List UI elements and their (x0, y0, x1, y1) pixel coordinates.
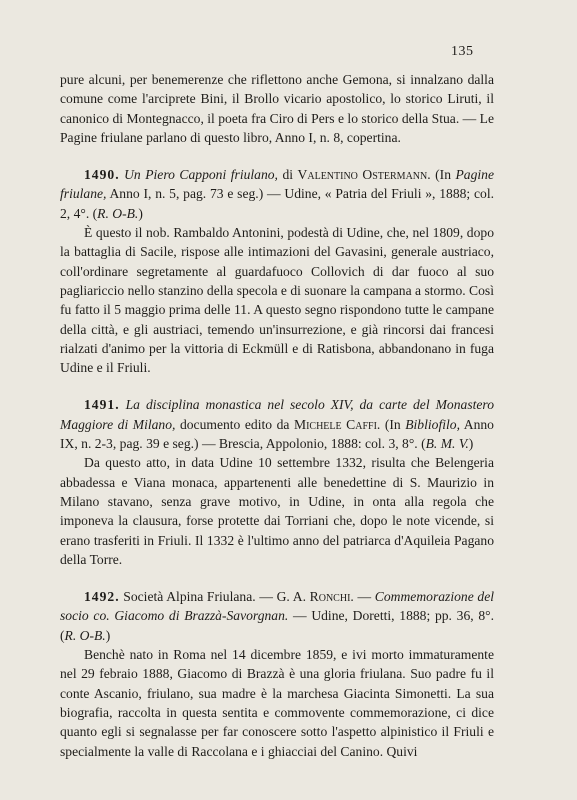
entry-header (60, 587, 494, 645)
entry-dash: — (353, 589, 375, 605)
entry-close: ) (468, 436, 474, 452)
entry-1492 (60, 587, 494, 761)
entry-header (60, 395, 494, 453)
entry-title: La disciplina monastica nel secolo XIV, da carte del Monastero Maggiore di Milano, (60, 397, 494, 432)
entry-society: Società Alpina Friulana. — (119, 589, 277, 605)
entry-number: 1491. (84, 397, 120, 413)
entry-number: 1492. (84, 589, 120, 605)
page-text (60, 70, 494, 761)
entry-journal: Bibliofilo, (405, 416, 460, 432)
entry-author: Michele Caffi. (293, 416, 381, 432)
entry-pub-rest: — Udine, Doretti, 1888; pp. 36, 8°. ( (60, 608, 494, 643)
entry-sigla: R. O-B. (97, 205, 139, 221)
entry-author: G. A. Ronchi. (276, 589, 354, 605)
entry-pub-rest: Anno I, n. 5, pag. 73 e seg.) — Udine, « Patria del Friuli », 1888; col. 2, 4°. ( (60, 186, 494, 221)
entry-author: Valentino Ostermann. (297, 167, 431, 183)
entry-by: documento edito da (175, 416, 294, 432)
page-number: 135 (451, 44, 474, 59)
entry-title: Commemorazione del socio co. Giacomo di Brazzà-Savorgnan. (60, 589, 495, 624)
entry-close: ) (138, 205, 143, 221)
entry-by: di (277, 167, 298, 183)
entry-body: Benchè nato in Roma nel 14 dicembre 1859, e ivi morto immaturamente nel 29 febraio 1888, Giacomo di Brazzà è una gloria friulana. Suo padre fu il conte Ascanio, friulano, sua madre è la marchesa Giacinta Simonetti. La sua biografia, raccolta in questa sentita e commovente commemorazione, ci dice quanto egli si segnalasse per far conoscere sotto l'aspetto alpinistico il Friuli e specialmente la valle di Raccolana e i ghiacciai del Canino. Quivi (60, 647, 494, 759)
entry-journal: Pagine friulane, (60, 167, 495, 202)
entry-pub-open: (In (430, 167, 456, 183)
intro-paragraph: pure alcuni, per benemerenze che riflettono anche Gemona, si innalzano dalla comune come l'arciprete Bini, il Brollo vicario apostolico, lo storico Liruti, il canonico di Montegnacco, il poeta fra Ciro di Pers e lo storico della Stua. — Le Pagine friulane parlano di questo libro, Anno I, n. 8, copertina. (60, 72, 494, 145)
entry-1491 (60, 395, 494, 569)
entry-body: Da questo atto, in data Udine 10 settembre 1332, risulta che Belengeria abbadessa e Viana monaca, appartenenti alle benedettine di S. Maurizio in Milano stavano, senza grave motivo, in Udine, in onta alla regola che imponeva la clausura, forse protette dai Torriani che, dopo le note vicende, si erano trasferiti in Friuli. Il 1332 è l'ultimo anno del patriarca d'Aquileia Pagano della Torre. (60, 455, 494, 567)
entry-number: 1490. (84, 167, 120, 183)
entry-title: Un Piero Capponi friulano, (124, 167, 278, 183)
entry-sigla: R. O-B. (64, 627, 106, 643)
entry-close: ) (105, 627, 111, 643)
entry-1490 (60, 165, 494, 377)
entry-pub-rest: Anno IX, n. 2-3, pag. 39 e seg.) — Brescia, Appolonio, 1888: col. 3, 8°. ( (60, 416, 494, 452)
entry-header (60, 165, 494, 223)
entry-sigla: B. M. V. (425, 436, 469, 452)
entry-body: È questo il nob. Rambaldo Antonini, podestà di Udine, che, nel 1809, dopo la battaglia di Sacile, rispose alle intimazioni del Gavasini, generale austriaco, coll'ordinare segretamente al guardafuoco Collovich di dar fuoco al suo pagliariccio nello stanzino della specola e di suonare la campana a stormo. Così fu fatto il 5 maggio prima delle 11. A questo segno rispondono tutte le campane della città, e gli austriaci, temendo un'insurrezione, e già rincorsi dai francesi rialzati d'animo per la vittoria di Eckmüll e di Ratisbona, abbandonano in fuga Udine e il Friuli. (60, 225, 494, 376)
entry-pub-open: (In (380, 416, 406, 432)
